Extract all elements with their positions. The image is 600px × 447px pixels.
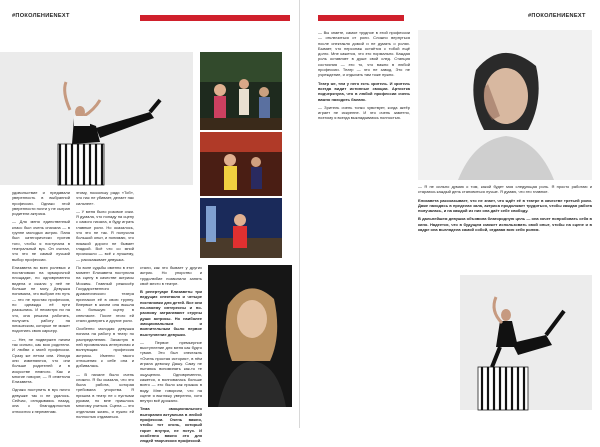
right-page: [300, 0, 600, 428]
paragraph: — Для меня единственный класс был очень сначала — в группе молодых актрис. Папа был категорически против того, чтобы я поступала в театральный вуз. Он считал, что это не самый лучший выбор профессии.: [12, 219, 70, 262]
paragraph: — Нет, не подвержен ничем так сильно, как моя родители. И любви к моей профессии. Сразу же летом или. Иногда они изменяются, что они больше родителей и в искусстве немного. Как и многие говорят, — Я отметила Елизавета.: [12, 336, 70, 385]
left-page: [0, 0, 300, 444]
stage-photo-1: [200, 52, 282, 130]
paragraph-bold: В дальнейшем девушка объявила благородную цель — она хочет попробовать себя в кино. Надеется, что в будущем сможет использовать свой опыт, чтобы на сцене и в кадре она выглядела самой собой, отдавая всю себя ролям.: [418, 216, 592, 233]
actress-portrait-1: [208, 265, 292, 407]
stage-illustration-1: [200, 52, 282, 130]
paragraph-bold: В репертуаре Елизаветы три ведущих спектакля и четыре постановки для детей. Все они по-своему интересны и по-разному затрагивают струны души актрисы. Но наиболее эмоциональным и волнительным было первое выступление девушки.: [140, 289, 202, 337]
paragraph: — Я не сильно думаю о том, какой будет моя следующая роль. Я просто работаю и стараюсь каждый день становиться лучше. Я думаю, что это главное.: [418, 184, 592, 195]
paragraph: — У меня было розовое очки. Я думала, что попаду на сцену с самого начала, я буду играть главные роли. Но оказалось, что это не так. Я получила большой опыт, и понимаю, что никакой дороги не бывает гладкой. Всё что со мной произошло — всё к лучшему, — рассказывает девушка.: [76, 208, 134, 262]
paragraph: Однако поступить в вуз ничто девушке так и не удалось. Сейчас, оглядываясь назад, она с благодарностью относится к переменам.: [12, 387, 70, 414]
dancer-photo: [0, 52, 193, 185]
paragraph: этому, поскольку ради «Тоб», что нас не убивает, делает нас сильнее».: [76, 190, 134, 206]
stage-photo-2: [200, 132, 282, 196]
paragraph: — Первое премьерное выступление для меня как будто туман. Это был спектакль «Очень простая история», в нём играла девочку Дашу. Саму не пытаюсь вспоминать как-то те ощущения. Одновременно, кажется, я волновалась больше всего — это было как прыжок в воду. Мне говорили, что на сцене я выгляжу уверенно, хотя внутри всё дрожало.: [140, 339, 202, 404]
paragraph: стали, как это бывает у других актрис. Но упорство и трудолюбие позволили занять своё место в театре.: [140, 265, 202, 286]
accent-bar: [318, 15, 404, 21]
paragraph-bold: Елизавета рассказывает, что не знает, что ждёт её в театре в качестве третьей роли. Даже находясь в пределах зала, актриса продолжает трудиться, чтобы каждая работа получалась, и на каждой из них она даёт себе свободу.: [418, 197, 592, 214]
paragraph: Особенно молодая девушка попала на работу в театр по распределению. Зачастую в ней проявлялась интересная и волнующая профессия актрисы. Именно такого отношения к себе она и добивалась.: [76, 326, 134, 369]
stage-illustration-3: [200, 198, 282, 258]
text-column-2: [76, 190, 134, 422]
text-column-1: [12, 190, 70, 417]
paragraph: удовольствие и предавали уверенность в выбранной профессии. Однако этой уверенности почти у не сыгран родители актриса.: [12, 190, 70, 217]
section-tag: #ПОКОЛЕНИЕNEXT: [528, 13, 586, 19]
portrait-illustration-2: [418, 30, 592, 180]
paragraph-bold: Театр же, тем у него есть зритель. И зритель всегда видит истинные эмоции. Артистка подчеркнула, что в любой профессии очень важно находить баланс.: [318, 80, 410, 102]
actress-portrait-2: [418, 30, 592, 180]
text-column-4: [318, 30, 410, 124]
paragraph: По воле судьбы именно в этот момент Елизавета поступила на сцену в качестве актрисы Москвы. Главный режиссёр Государственного драматического театра пригласил её в свою труппу. Впервые в жизни она вышла на большую сцену в спектакле. После этого ей стали доверять и другие роли.: [76, 264, 134, 323]
paragraph: — Вы знаете, самое трудное в этой профессии — отключиться от роли. Сложно вернуться после спектакля домой и не думать о ролях. Бывает, что персонаж остаётся с тобой ещё долго. Мне кажется, что это нормально. Каждая роль оставляет в душе свой след. Станция состояния — это то, что важно в любой профессии. Театр — это не завод. Это не учреждение, и отдыхать там тоже нужно.: [318, 30, 410, 78]
text-column-5: [418, 184, 592, 235]
paragraph: — Зритель очень тонко чувствует, когда актёр играет не искренне. И это очень заметно, поэтому я всегда выкладываюсь полностью.: [318, 104, 410, 121]
paragraph-bold: Тема эмоционального выгорания актуальна в любой профессии. Очень важно, чтобы тот огонь, который горит внутри, не потух. И особенно важно это для людей творческих профессий.: [140, 406, 202, 444]
stage-illustration-2: [200, 132, 282, 196]
paragraph: Елизавета во всех ролевых и постановках на ярмарочной площадке, но одновременно видела и сжала: у неё не больше не могу. Девушка понимала, что выбран ею путь — это не простая профессия, но однажды её пути разошлись. И несмотря ни на что, она решила работать, получить работу на юношеском, которые не может подогнать свою карьеру.: [12, 264, 70, 334]
striped-box: [58, 144, 104, 185]
paragraph: — В начале было очень сложно. Я бы сказала, что это была работа, которая требовала упорства. Я пришла в театр не с пустыми руками, но мне пришлось многому учиться. Сцена — это отдельная жизнь, и нужно ей полностью отдаваться.: [76, 371, 134, 419]
dancer-illustration: [0, 52, 193, 185]
dancer-photo-2: [460, 275, 592, 410]
stage-photo-3: [200, 198, 282, 258]
striped-box-2: [478, 367, 528, 410]
text-column-3: [140, 265, 202, 447]
dancer-illustration-2: [460, 275, 592, 410]
accent-bar: [140, 15, 290, 21]
portrait-illustration-1: [208, 265, 292, 407]
section-tag: #ПОКОЛЕНИЕNEXT: [12, 13, 70, 19]
